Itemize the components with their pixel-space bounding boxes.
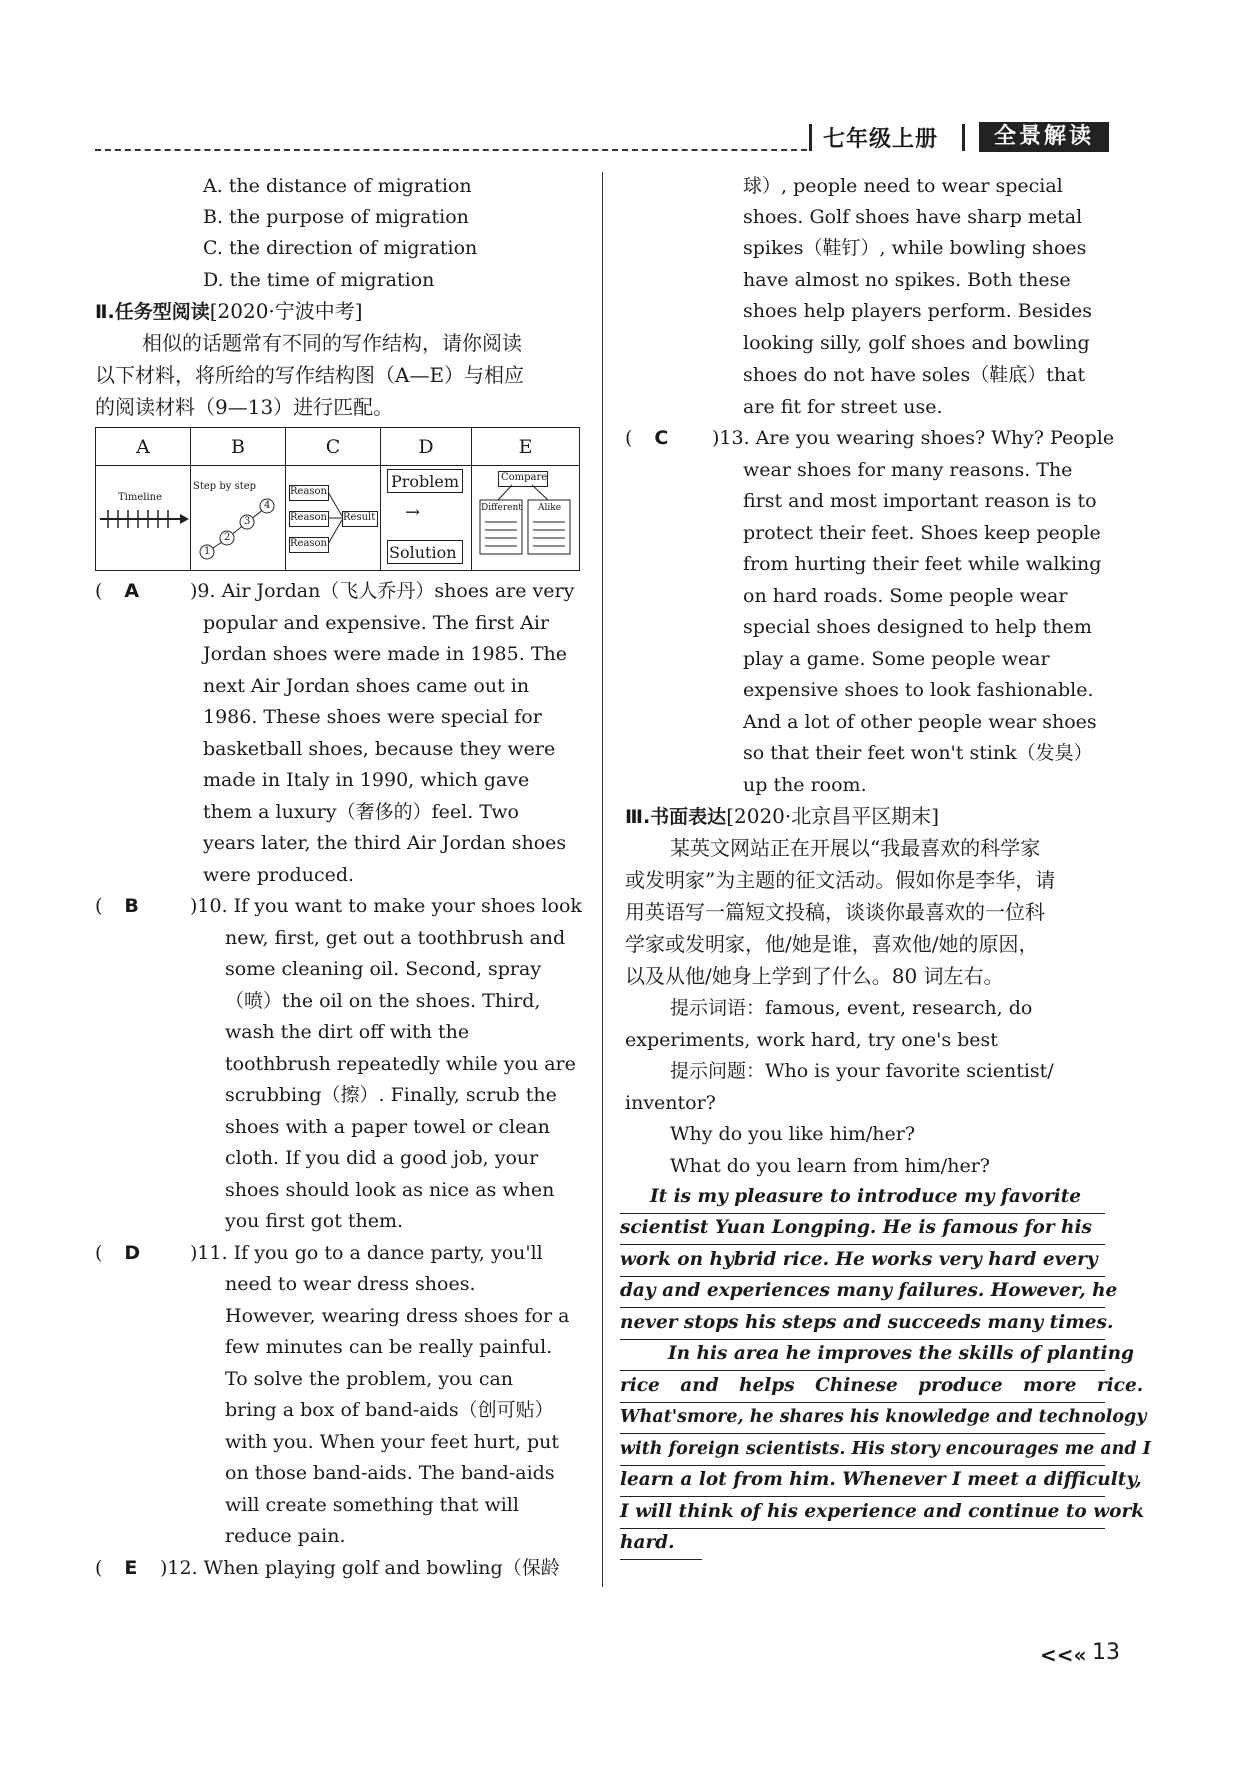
step-label: Step by step	[193, 481, 257, 492]
q12-text: shoes. Golf shoes have sharp metal	[743, 206, 1083, 228]
step-number: 1	[204, 546, 211, 557]
q13-answer: C	[654, 427, 669, 449]
hint-words: experiments, work hard, try one's best	[625, 1029, 998, 1051]
q9-answer-bracket: ( A	[95, 580, 140, 602]
q11-text: )11. If you go to a dance party, you'll	[190, 1242, 543, 1264]
q13-text: play a game. Some people wear	[743, 648, 1050, 670]
q9-text: years later, the third Air Jordan shoes	[203, 832, 567, 854]
essay-line: work on hybrid rice. He works very hard every	[620, 1247, 1105, 1277]
structure-diagram-table	[95, 427, 580, 571]
q9-text: )9. Air Jordan（飞人乔丹）shoes are very	[190, 580, 575, 602]
section3-title: Ⅲ.书面表达	[625, 806, 727, 828]
q11-text: will create something that will	[225, 1494, 519, 1516]
q10-text: toothbrush repeatedly while you are	[225, 1053, 576, 1075]
section3-prompt: 某英文网站正在开展以“我最喜欢的科学家	[670, 836, 1041, 860]
q13-text: expensive shoes to look fashionable.	[743, 679, 1094, 701]
q13-text: first and most important reason is to	[743, 490, 1097, 512]
q12-text: spikes（鞋钉）, while bowling shoes	[743, 237, 1087, 259]
problem-label: Problem	[391, 472, 460, 491]
table-header-d: D	[381, 428, 472, 466]
section3-prompt: 用英语写一篇短文投稿，谈谈你最喜欢的一位科	[625, 900, 1045, 924]
step-number: 3	[244, 516, 251, 527]
essay-line: day and experiences many failures. However, he	[620, 1278, 1105, 1308]
essay-line: In his area he improves the skills of planting	[620, 1341, 1105, 1371]
header-grade: 七年级上册	[823, 127, 939, 152]
header-dashed-rule	[95, 149, 807, 151]
q12-answer: E	[124, 1557, 138, 1579]
column-divider	[602, 172, 603, 1587]
diagram-a-timeline	[96, 466, 191, 571]
q13-text: wear shoes for many reasons. The	[743, 459, 1073, 481]
q10-text: shoes with a paper towel or clean	[225, 1116, 550, 1138]
q10-answer: B	[124, 895, 139, 917]
essay-line: with foreign scientists. His story encourages me and I	[620, 1436, 1105, 1466]
q13-text: on hard roads. Some people wear	[743, 585, 1068, 607]
q13-text: And a lot of other people wear shoes	[743, 711, 1097, 733]
q13-answer-bracket: ( C	[625, 427, 669, 449]
q9-answer: A	[124, 580, 140, 602]
essay-line: What'smore, he shares his knowledge and technology	[620, 1404, 1105, 1434]
q10-answer-bracket: ( B	[95, 895, 139, 917]
q8-option-c: C. the direction of migration	[203, 237, 478, 259]
reason-label: Reason	[290, 512, 328, 523]
different-label: Different	[481, 503, 522, 513]
header-divider	[809, 124, 812, 151]
essay-line: never stops his steps and succeeds many times.	[620, 1310, 1105, 1340]
timeline-label: Timeline	[118, 492, 163, 503]
hint-question: Why do you like him/her?	[670, 1123, 916, 1145]
q9-text: them a luxury（奢侈的）feel. Two	[203, 801, 519, 823]
compare-label: Compare	[501, 472, 548, 483]
q13-text: )13. Are you wearing shoes? Why? People	[712, 427, 1115, 449]
q8-option-d: D. the time of migration	[203, 269, 435, 291]
solution-label: Solution	[389, 543, 457, 562]
q10-text: new, first, get out a toothbrush and	[225, 927, 566, 949]
q9-text: basketball shoes, because they were	[203, 738, 556, 760]
q13-text: up the room.	[743, 774, 867, 796]
section2-heading	[95, 297, 363, 326]
q11-text: To solve the problem, you can	[225, 1368, 514, 1390]
q10-text: shoes should look as nice as when	[225, 1179, 555, 1201]
q9-text: 1986. These shoes were special for	[203, 706, 542, 728]
timeline-arrow-icon	[96, 504, 190, 534]
section3-prompt: 学家或发明家，他/她是谁，喜欢他/她的原因，	[625, 932, 1039, 956]
table-header-e: E	[472, 428, 580, 466]
q13-text: so that their feet won't stink（发臭）	[743, 742, 1093, 764]
hint-question: What do you learn from him/her?	[670, 1155, 990, 1177]
header-brand: 全景解读	[979, 122, 1109, 152]
diagram-e-compare	[472, 466, 580, 571]
page-arrows-icon: <<«	[1040, 1643, 1087, 1667]
reason-label: Reason	[290, 538, 328, 549]
q12-text: have almost no spikes. Both these	[743, 269, 1071, 291]
essay-line: hard.	[620, 1530, 702, 1560]
q12-text: shoes help players perform. Besides	[743, 300, 1092, 322]
section2-instruction: 以下材料，将所给的写作结构图（A—E）与相应	[95, 363, 525, 387]
q9-text: Jordan shoes were made in 1985. The	[203, 643, 567, 665]
q9-text: next Air Jordan shoes came out in	[203, 675, 530, 697]
q10-text: wash the dirt off with the	[225, 1021, 470, 1043]
q13-text: protect their feet. Shoes keep people	[743, 522, 1101, 544]
diagram-b-steps	[191, 466, 286, 571]
diagram-c-reasons	[286, 466, 381, 571]
alike-label: Alike	[538, 503, 562, 513]
q9-text: made in Italy in 1990, which gave	[203, 769, 530, 791]
section3-prompt: 或发明家”为主题的征文活动。假如你是李华，请	[625, 868, 1056, 892]
hint-question: 提示问题：Who is your favorite scientist/	[670, 1060, 1054, 1082]
essay-line: scientist Yuan Longping. He is famous for his	[620, 1215, 1105, 1245]
q13-text: from hurting their feet while walking	[743, 553, 1102, 575]
table-header-a: A	[96, 428, 191, 466]
essay-line: It is my pleasure to introduce my favorite	[620, 1184, 1105, 1214]
table-header-c: C	[286, 428, 381, 466]
q12-answer-bracket: ( E	[95, 1557, 138, 1579]
q10-text: you first got them.	[225, 1210, 404, 1232]
section2-instruction: 的阅读材料（9—13）进行匹配。	[95, 395, 394, 419]
reason-label: Reason	[290, 486, 328, 497]
q10-text: （喷）the oil on the shoes. Third,	[225, 990, 541, 1012]
q11-text: bring a box of band-aids（创可贴）	[225, 1399, 554, 1421]
section3-prompt: 以及从他/她身上学到了什么。80 词左右。	[625, 964, 1004, 988]
header-divider	[962, 124, 965, 151]
q8-option-b: B. the purpose of migration	[203, 206, 469, 228]
q13-text: special shoes designed to help them	[743, 616, 1092, 638]
q10-text: some cleaning oil. Second, spray	[225, 958, 542, 980]
section2-instruction: 相似的话题常有不同的写作结构，请你阅读	[142, 331, 522, 355]
q11-text: on those band-aids. The band-aids	[225, 1462, 555, 1484]
q9-text: were produced.	[203, 864, 355, 886]
essay-line: rice and helps Chinese produce more rice.	[620, 1373, 1105, 1403]
section3-source: [2020·北京昌平区期末]	[726, 804, 940, 828]
q11-text: with you. When your feet hurt, put	[225, 1431, 560, 1453]
q10-text: )10. If you want to make your shoes look	[190, 895, 582, 917]
q8-option-a: A. the distance of migration	[203, 175, 472, 197]
section3-heading	[625, 802, 939, 831]
table-header-b: B	[191, 428, 286, 466]
q12-text: looking silly, golf shoes and bowling	[743, 332, 1090, 354]
step-number: 4	[264, 500, 271, 511]
q12-text: 球）, people need to wear special	[743, 175, 1063, 197]
q12-text: are fit for street use.	[743, 396, 943, 418]
diagram-d-problem-solution	[381, 466, 472, 571]
q11-text: reduce pain.	[225, 1525, 346, 1547]
q12-text: shoes do not have soles（鞋底）that	[743, 364, 1086, 386]
step-number: 2	[224, 532, 231, 543]
essay-line: learn a lot from him. Whenever I meet a difficulty,	[620, 1467, 1105, 1497]
section2-title: Ⅱ.任务型阅读	[95, 301, 210, 323]
essay-line: I will think of his experience and continue to work	[620, 1499, 1105, 1529]
q11-answer: D	[124, 1242, 141, 1264]
q10-text: scrubbing（擦）. Finally, scrub the	[225, 1084, 557, 1106]
q11-text: need to wear dress shoes.	[225, 1273, 476, 1295]
section2-source: [2020·宁波中考]	[209, 299, 363, 323]
hint-words: 提示词语：famous, event, research, do	[670, 997, 1033, 1019]
compare-branches-icon	[472, 466, 579, 570]
hint-question: inventor?	[625, 1092, 716, 1114]
page-number: 13	[1092, 1640, 1120, 1665]
q11-text: However, wearing dress shoes for a	[225, 1305, 570, 1327]
q11-text: few minutes can be really painful.	[225, 1336, 553, 1358]
d-arrow: →	[405, 502, 421, 523]
q11-answer-bracket: ( D	[95, 1242, 141, 1264]
q10-text: cloth. If you did a good job, your	[225, 1147, 539, 1169]
q9-text: popular and expensive. The first Air	[203, 612, 550, 634]
q12-text: )12. When playing golf and bowling（保龄	[160, 1557, 560, 1579]
result-label: Result	[343, 512, 376, 523]
